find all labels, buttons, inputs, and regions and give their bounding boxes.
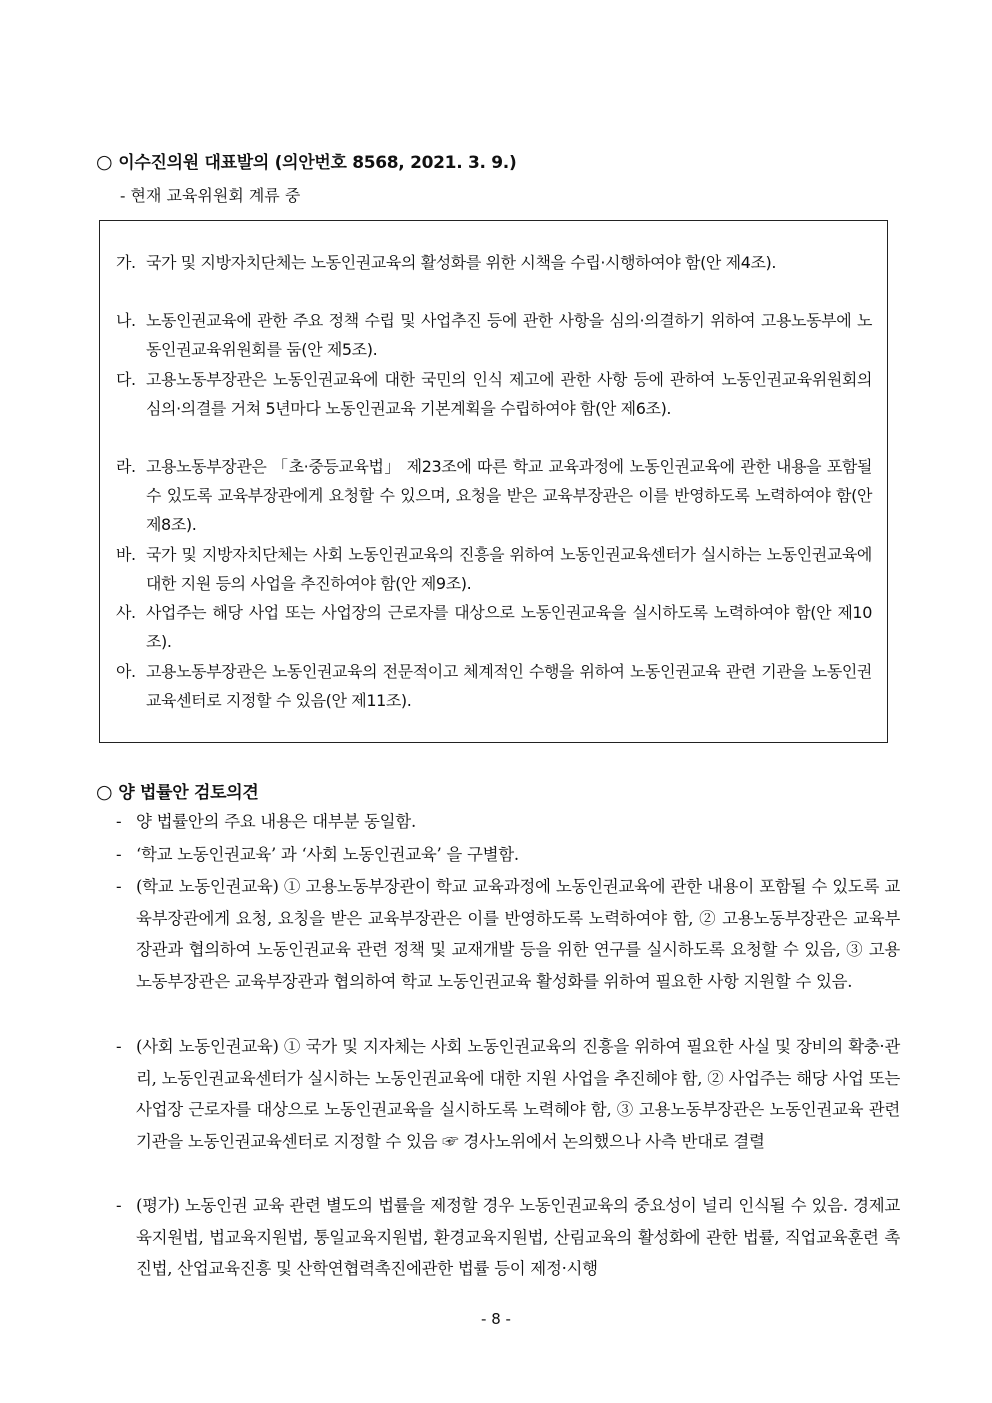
dash-bullet: - [116,845,122,864]
box-item [116,657,872,715]
review-text: (학교 노동인권교육) ① 고용노동부장관이 학교 교육과정에 노동인권교육에 관한 내용이 포함될 수 있도록 교육부장관에게 요청, 요칭을 받은 교육부장관은 이를 반영하도록 노력하여야 함, ② 고용노동부장관은 교육부장관과 협의하여 노동인권교육 관련 정책 및 교재개발 등을 위한 연구를 실시하도록 요청할 수 있음, ③ 고용노동부장관은 교육부장관과 협의하여 학교 노동인권교육 활성화를 위하여 필요한 사항 지원할 수 있음. [136,877,900,991]
item-text: 고용노동부장관은 「초·중등교육법」 제23조에 따른 학교 교육과정에 노동인권교육에 관한 내용을 포함될 수 있도록 교육부장관에게 요청할 수 있으며, 요청을 받은 교육부장관은 이를 반영하도록 노력하여야 함(안 제8조). [146,457,872,534]
circle-bullet-icon: ○ [96,781,113,803]
review-text: 양 법률안의 주요 내용은 대부분 동일함. [136,812,416,831]
item-label: 나. [116,311,136,330]
box-item [116,306,872,364]
section-title: 양 법률안 검토의견 [118,783,259,803]
dash-bullet: - [116,1196,122,1215]
box-item [116,598,872,656]
box-item [116,365,872,423]
section-heading-bill [96,148,516,173]
review-item [116,1031,900,1157]
dash-bullet: - [116,1037,122,1056]
section-heading-review [96,778,259,803]
box-item [116,540,872,598]
review-text: ‘학교 노동인권교육’ 과 ‘사회 노동인권교육’ 을 구별함. [136,845,519,864]
circle-bullet-icon: ○ [96,151,113,173]
page-number: - 8 - [481,1310,511,1328]
box-item [116,248,872,277]
item-label: 다. [116,370,136,389]
box-item [116,452,872,539]
section-title: 이수진의원 대표발의 (의안번호 8568, 2021. 3. 9.) [118,153,517,173]
item-label: 바. [116,545,136,564]
item-text: 고용노동부장관은 노동인권교육의 전문적이고 체계적인 수행을 위하여 노동인권교육 관련 기관을 노동인권교육센터로 지정할 수 있음(안 제11조). [146,662,872,710]
item-label: 가. [116,253,136,272]
dash-bullet: - [116,877,122,896]
review-text: (사회 노동인권교육) ① 국가 및 지자체는 사회 노동인권교육의 진흥을 위하여 필요한 사실 및 장비의 확충·관리, 노동인권교육센터가 실시하는 노동인권교육에 대한 지원 사업을 추진헤야 함, ② 사업주는 해당 사업 또는 사업장 근로자를 대상으로 노동인권교육을 실시하도록 노력헤야 함, ③ 고용노동부장관은 노동인권교육 관련 기관을 노동인권교육센터로 지정할 수 있음 ☞ 경사노위에서 논의했으나 사측 반대로 결렬 [136,1037,900,1151]
item-text: 사업주는 해당 사업 또는 사업장의 근로자를 대상으로 노동인권교육을 실시하도록 노력하여야 함(안 제10조). [146,603,872,651]
item-label: 아. [116,662,136,681]
item-text: 노동인권교육에 관한 주요 정책 수립 및 사업추진 등에 관한 사항을 심의·의결하기 위하여 고용노동부에 노동인권교육위원회를 둠(안 제5조). [146,311,872,359]
item-text: 국가 및 지방자치단체는 사회 노동인권교육의 진흥을 위하여 노동인권교육센터가 실시하는 노동인권교육에 대한 지원 등의 사업을 추진하여야 함(안 제9조). [146,545,872,593]
review-text: (평가) 노동인권 교육 관련 별도의 법률을 제정할 경우 노동인권교육의 중요성이 널리 인식될 수 있음. 경제교육지원법, 법교육지원법, 통일교육지원법, 환경교육지원법, 산림교육의 활성화에 관한 법률, 직업교육훈련 촉진법, 산업교육진흥 및 산학연협력촉진에관한 법률 등이 제정·시행 [136,1196,900,1278]
item-text: 고용노동부장관은 노동인권교육에 대한 국민의 인식 제고에 관한 사항 등에 관하여 노동인권교육위원회의 심의·의결를 거쳐 5년마다 노동인권교육 기본계획을 수립하여야 함(안 제6조). [146,370,872,418]
review-item [116,806,900,838]
review-item [116,871,900,997]
review-item [116,839,900,871]
item-label: 라. [116,457,136,476]
status-note: - 현재 교육위원회 계류 중 [120,186,301,205]
item-text: 국가 및 지방자치단체는 노동인권교육의 활성화를 위한 시책을 수립·시행하여야 함(안 제4조). [146,253,777,272]
review-item [116,1190,900,1285]
dash-bullet: - [116,812,122,831]
item-label: 사. [116,603,136,622]
